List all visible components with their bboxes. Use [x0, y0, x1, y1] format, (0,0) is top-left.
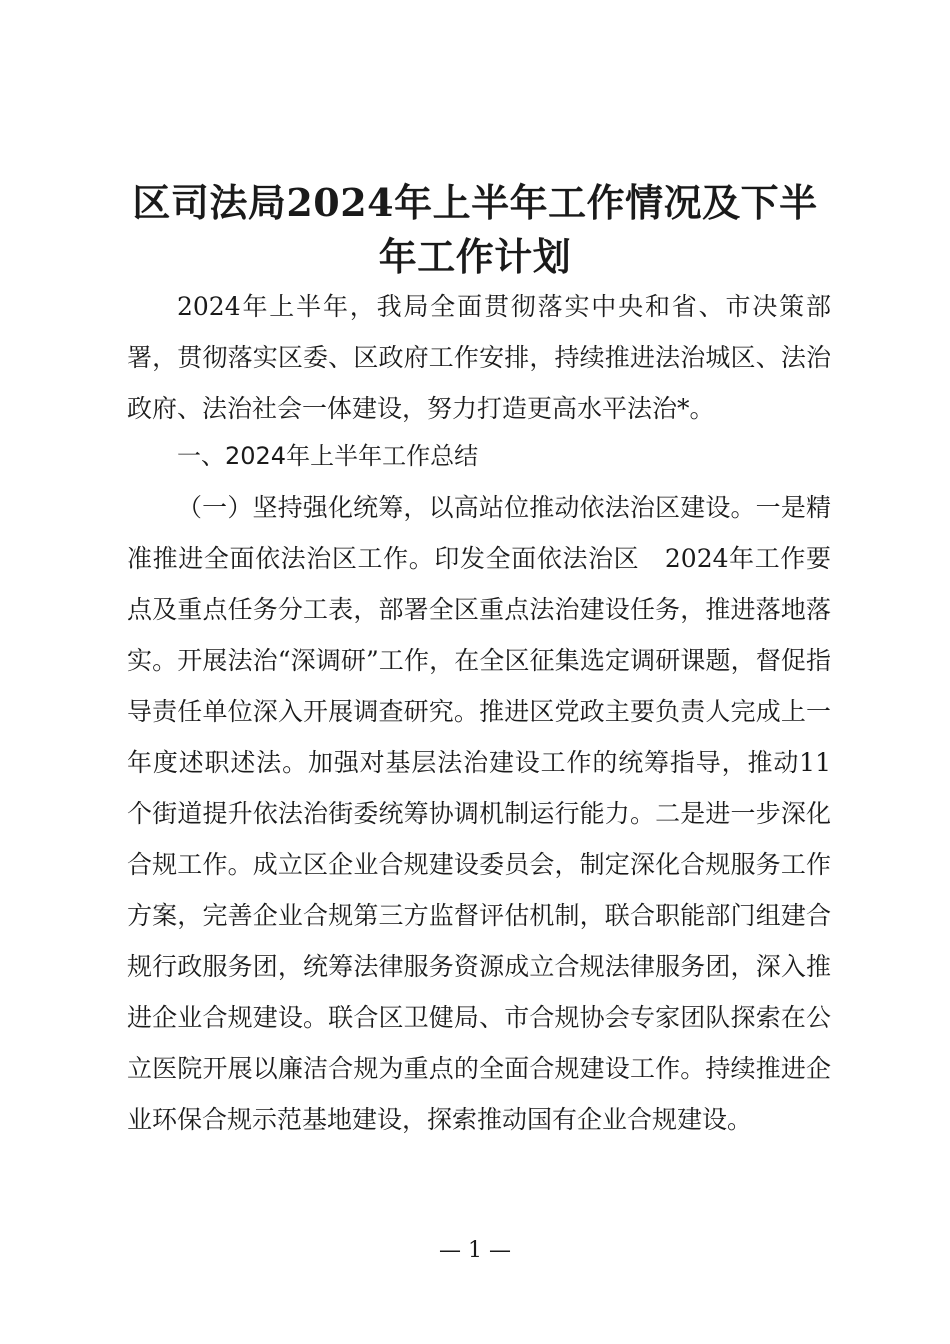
page-number: — 1 — [439, 1238, 511, 1263]
section-paragraph: （一）坚持强化统筹，以高站位推动依法治区建设。一是精准推进全面依法治区工作。印发全面依法治区 2024年工作要点及重点任务分工表，部署全区重点法治建设任务，推进落地落实。开展法治“深调研”工作，在全区征集选定调研课题，督促指导责任单位深入开展调查研究。推进区党政主要负责人完成上一年度述职述法。加强对基层法治建设工作的统筹指导，推动11个街道提升依法治街委统筹协调机制运行能力。二是进一步深化合规工作。成立区企业合规建设委员会，制定深化合规服务工作方案，完善企业合规第三方监督评估机制，联合职能部门组建合规行政服务团，统筹法律服务资源成立合规法律服务团，深入推进企业合规建设。联合区卫健局、市合规协会专家团队探索在公立医院开展以廉洁合规为重点的全面合规建设工作。持续推进企业环保合规示范基地建设，探索推动国有企业合规建设。 [127, 493, 831, 1134]
section-heading: 一、2024年上半年工作总结 [177, 442, 479, 470]
document-title: 区司法局2024年上半年工作情况及下半年工作计划 [132, 180, 818, 279]
intro-paragraph: 2024年上半年，我局全面贯彻落实中央和省、市决策部署，贯彻落实区委、区政府工作安排，持续推进法治城区、法治政府、法治社会一体建设，努力打造更高水平法治*。 [127, 292, 831, 423]
